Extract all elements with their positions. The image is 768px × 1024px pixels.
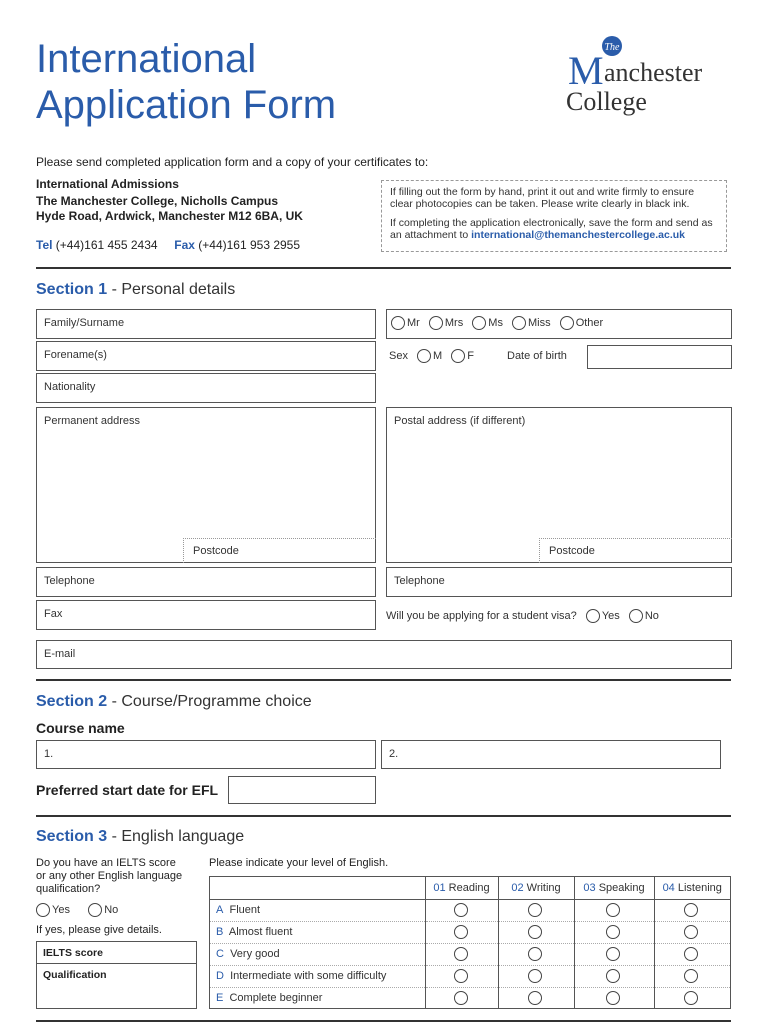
tel-label: Tel (36, 238, 53, 252)
level-e-speaking-radio[interactable] (606, 991, 620, 1005)
visa-option-no[interactable]: No (629, 610, 665, 622)
admissions-email-link[interactable]: international@themanchestercollege.ac.uk (471, 229, 686, 241)
table-row: E Complete beginner (210, 987, 730, 1009)
sex-options: Sex M F (389, 349, 480, 363)
level-header-row (210, 877, 730, 899)
section1-heading: Section 1 - Personal details (36, 281, 236, 298)
college-logo (564, 36, 736, 122)
postal-postcode-field[interactable]: Postcode (539, 538, 732, 563)
radio-icon (629, 609, 643, 623)
col-reading: 01 Reading (425, 877, 498, 899)
fax-field[interactable]: Fax (36, 600, 376, 630)
title-option-ms[interactable]: Ms (472, 317, 509, 329)
level-prompt: Please indicate your level of English. (209, 857, 389, 869)
radio-icon (417, 349, 431, 363)
ielts-score-field[interactable]: IELTS score (37, 942, 196, 964)
level-b-listening-radio[interactable] (684, 925, 698, 939)
title-option-mr[interactable]: Mr (391, 317, 426, 329)
level-table (210, 877, 730, 1009)
level-a-speaking-radio[interactable] (606, 903, 620, 917)
section2-heading: Section 2 - Course/Programme choice (36, 693, 312, 710)
logo-the-text: The (604, 42, 620, 53)
ielts-options (36, 903, 124, 917)
title-options (386, 309, 732, 339)
telephone-field[interactable]: Telephone (36, 567, 376, 597)
address-line-2: Hyde Road, Ardwick, Manchester M12 6BA, UK (36, 209, 303, 223)
visa-question: Will you be applying for a student visa? Yes No (386, 609, 665, 623)
qualification-field[interactable]: Qualification (43, 969, 107, 981)
course-name-label: Course name (36, 720, 125, 736)
details-prompt: If yes, please give details. (36, 924, 162, 936)
ielts-option-yes[interactable]: Yes (36, 904, 76, 916)
table-row: B Almost fluent (210, 921, 730, 943)
start-date-label: Preferred start date for EFL (36, 782, 219, 798)
level-d-speaking-radio[interactable] (606, 969, 620, 983)
level-d-listening-radio[interactable] (684, 969, 698, 983)
send-instructions: Please send completed application form and a copy of your certificates to: (36, 155, 429, 169)
course-choice-2-field[interactable]: 2. (381, 740, 721, 769)
radio-icon (472, 316, 486, 330)
nationality-field[interactable]: Nationality (36, 373, 376, 403)
title-option-mrs[interactable]: Mrs (429, 317, 469, 329)
level-e-listening-radio[interactable] (684, 991, 698, 1005)
radio-icon (88, 903, 102, 917)
permanent-address-field[interactable]: Permanent address (36, 407, 376, 563)
logo-anchester-text: anchester (604, 58, 703, 87)
radio-icon (451, 349, 465, 363)
table-row: A Fluent (210, 899, 730, 921)
radio-icon (391, 316, 405, 330)
level-c-speaking-radio[interactable] (606, 947, 620, 961)
ielts-details-box (36, 941, 197, 1009)
sex-option-f[interactable]: F (451, 350, 480, 362)
level-a-writing-radio[interactable] (528, 903, 542, 917)
note-hand: If filling out the form by hand, print it out and write firmly to ensure clear photocopies can be taken. Please write clearly in black ink. (390, 186, 695, 210)
contact-line (36, 238, 300, 253)
radio-icon (512, 316, 526, 330)
page-title: International Application Form (36, 37, 337, 127)
table-row: D Intermediate with some difficulty (210, 965, 730, 987)
email-field[interactable]: E-mail (36, 640, 732, 669)
permanent-postcode-field[interactable]: Postcode (183, 538, 376, 563)
col-listening: 04 Listening (654, 877, 730, 899)
radio-icon (560, 316, 574, 330)
title-option-miss[interactable]: Miss (512, 317, 557, 329)
dob-label: Date of birth (507, 350, 567, 362)
level-b-writing-radio[interactable] (528, 925, 542, 939)
forename-field[interactable]: Forename(s) (36, 341, 376, 371)
tel-number: (+44)161 455 2434 (55, 238, 158, 252)
start-date-field[interactable] (228, 776, 376, 804)
ielts-option-no[interactable]: No (88, 904, 124, 916)
col-writing: 02 Writing (498, 877, 574, 899)
level-b-reading-radio[interactable] (454, 925, 468, 939)
level-e-reading-radio[interactable] (454, 991, 468, 1005)
visa-option-yes[interactable]: Yes (586, 610, 626, 622)
fax-number: (+44)161 953 2955 (198, 238, 301, 252)
english-level-grid (209, 876, 731, 1009)
level-d-reading-radio[interactable] (454, 969, 468, 983)
course-choice-1-field[interactable]: 1. (36, 740, 376, 769)
table-row: C Very good (210, 943, 730, 965)
radio-icon (586, 609, 600, 623)
instructions-note (381, 180, 727, 252)
level-c-reading-radio[interactable] (454, 947, 468, 961)
surname-field[interactable]: Family/Surname (36, 309, 376, 339)
level-d-writing-radio[interactable] (528, 969, 542, 983)
logo-m-text: M (568, 48, 604, 93)
address-line-1: The Manchester College, Nicholls Campus (36, 194, 279, 208)
dept-name: International Admissions (36, 177, 179, 191)
divider (36, 267, 731, 269)
postal-address-field[interactable]: Postal address (if different) (386, 407, 732, 563)
sex-option-m[interactable]: M (417, 350, 448, 362)
level-a-listening-radio[interactable] (684, 903, 698, 917)
level-a-reading-radio[interactable] (454, 903, 468, 917)
col-speaking: 03 Speaking (574, 877, 654, 899)
section3-heading: Section 3 - English language (36, 828, 245, 845)
dob-field[interactable] (587, 345, 732, 369)
note-electronic: If completing the application electronically, save the form and send as an attachment to international@themanchestercollege.ac.uk (390, 217, 713, 241)
title-option-other[interactable]: Other (560, 317, 610, 329)
ielts-question: Do you have an IELTS score or any other English language qualification? (36, 857, 183, 895)
fax-label: Fax (174, 238, 195, 252)
college-logo-graphic (564, 36, 736, 122)
level-e-writing-radio[interactable] (528, 991, 542, 1005)
level-b-speaking-radio[interactable] (606, 925, 620, 939)
level-c-listening-radio[interactable] (684, 947, 698, 961)
divider (36, 815, 731, 817)
postal-telephone-field[interactable]: Telephone (386, 567, 732, 597)
level-c-writing-radio[interactable] (528, 947, 542, 961)
radio-icon (36, 903, 50, 917)
divider (36, 679, 731, 681)
logo-college-text: College (566, 87, 647, 116)
divider (36, 1020, 731, 1022)
radio-icon (429, 316, 443, 330)
